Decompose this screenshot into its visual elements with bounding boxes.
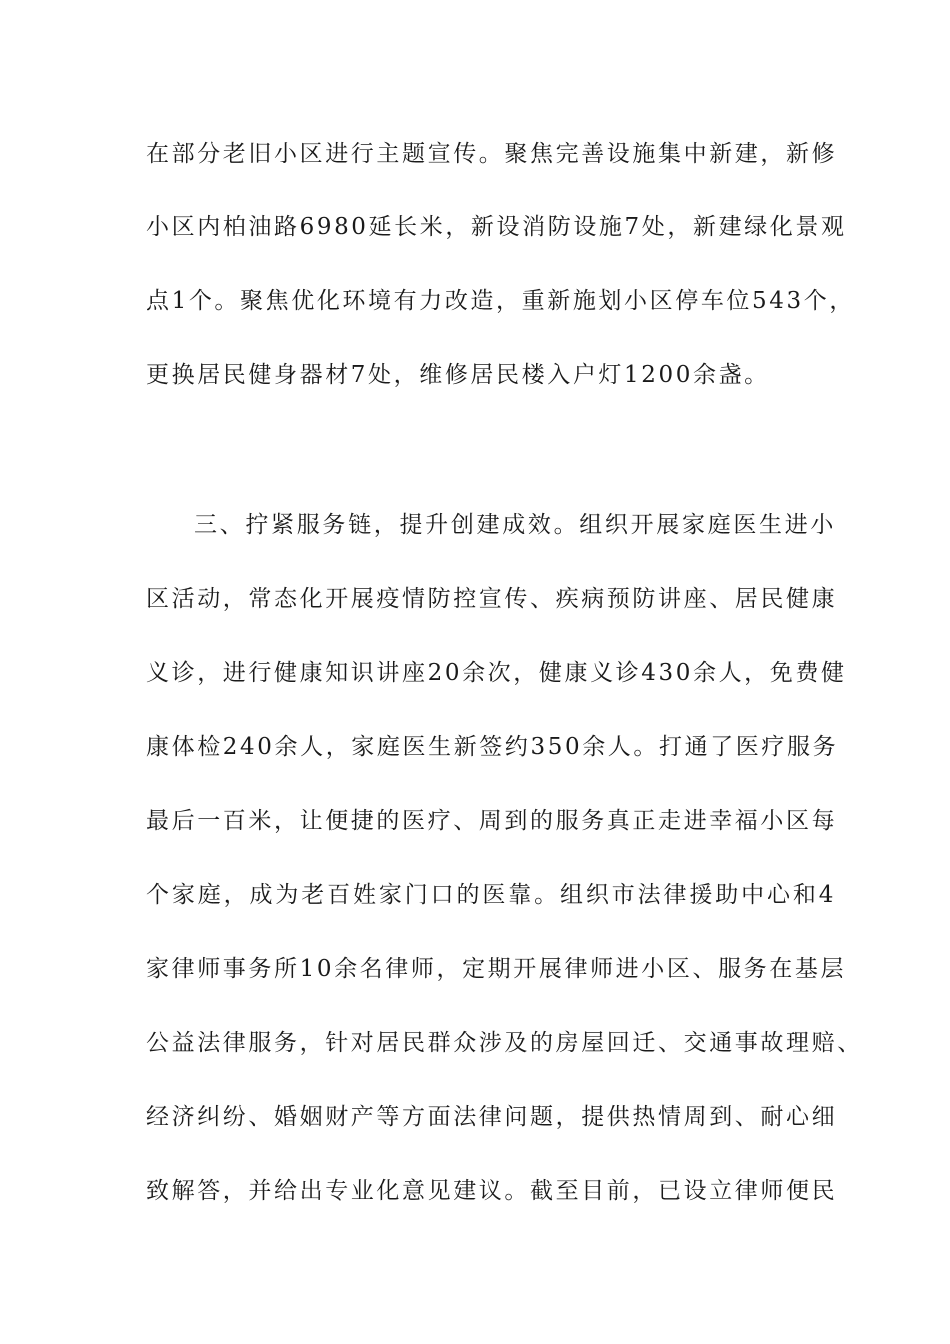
text-line: 三、拧紧服务链，提升创建成效。组织开展家庭医生进小 bbox=[194, 512, 836, 538]
text-line: 在部分老旧小区进行主题宣传。聚焦完善设施集中新建，新修 bbox=[146, 141, 838, 167]
text-line: 康体检240余人，家庭医生新签约350余人。打通了医疗服务 bbox=[146, 734, 839, 760]
text-line: 点1个。聚焦优化环境有力改造，重新施划小区停车位543个， bbox=[146, 288, 855, 314]
text-line: 致解答，并给出专业化意见建议。截至目前，已设立律师便民 bbox=[146, 1178, 838, 1204]
text-line: 经济纠纷、婚姻财产等方面法律问题，提供热情周到、耐心细 bbox=[146, 1104, 838, 1130]
text-line: 小区内柏油路6980延长米，新设消防设施7处，新建绿化景观 bbox=[146, 214, 847, 240]
text-line: 最后一百米，让便捷的医疗、周到的服务真正走进幸福小区每 bbox=[146, 808, 838, 834]
text-line: 更换居民健身器材7处，维修居民楼入户灯1200余盏。 bbox=[146, 362, 770, 388]
text-line: 区活动，常态化开展疫情防控宣传、疾病预防讲座、居民健康 bbox=[146, 586, 838, 612]
text-line: 义诊，进行健康知识讲座20余次，健康义诊430余人，免费健 bbox=[146, 660, 847, 686]
text-line: 公益法律服务，针对居民群众涉及的房屋回迁、交通事故理赔、 bbox=[146, 1030, 863, 1056]
text-line: 家律师事务所10余名律师，定期开展律师进小区、服务在基层 bbox=[146, 956, 847, 982]
text-line: 个家庭，成为老百姓家门口的医靠。组织市法律援助中心和4 bbox=[146, 882, 836, 908]
